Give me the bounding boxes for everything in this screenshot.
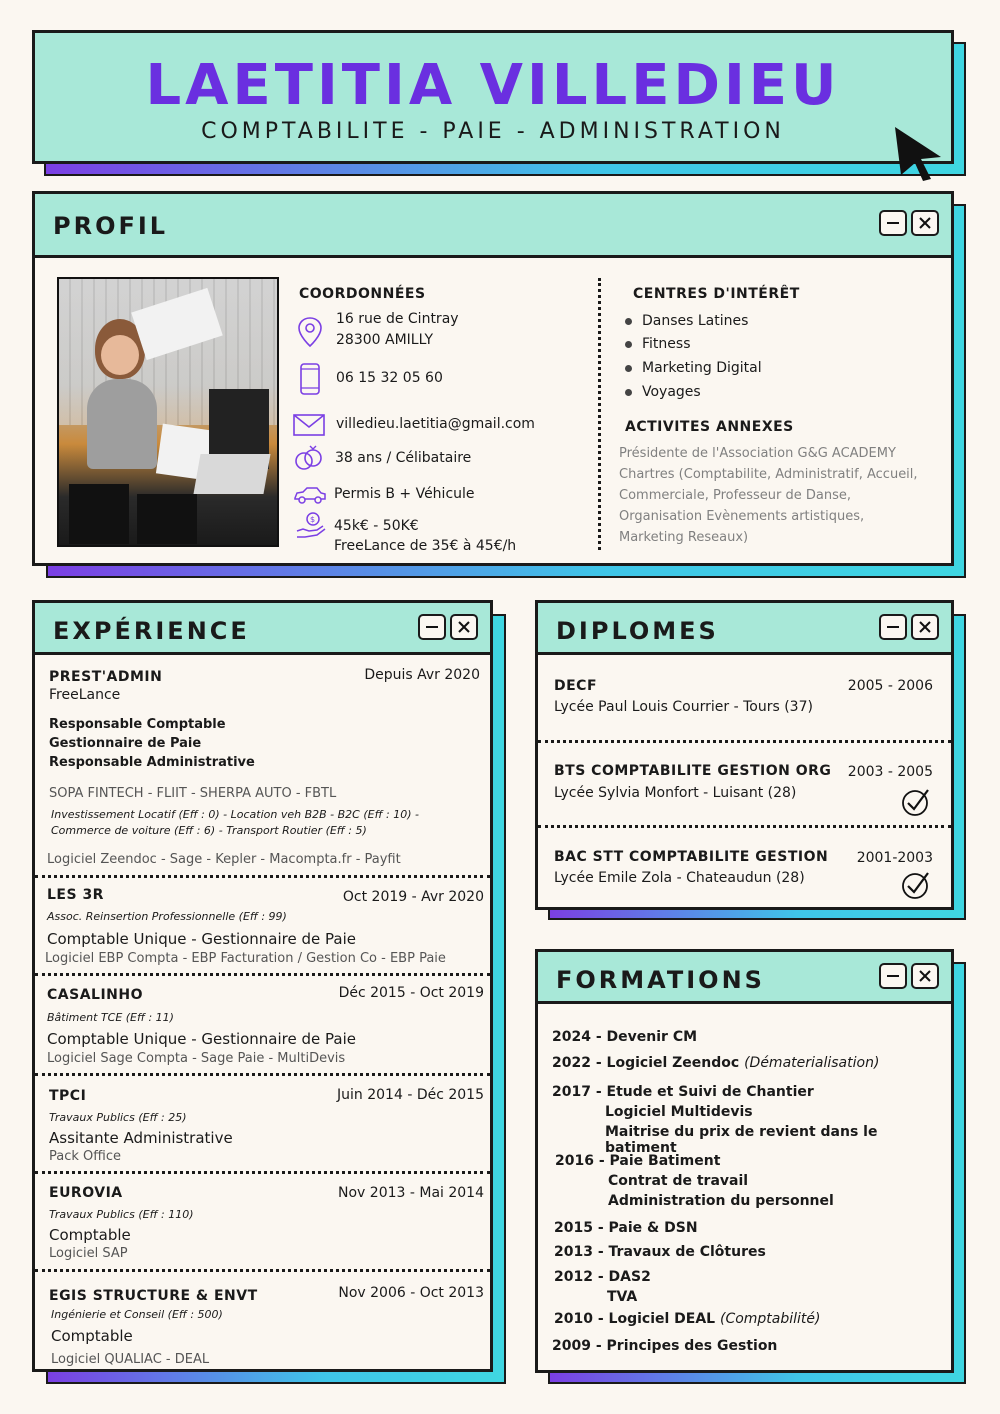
annexe-line: Chartres (Comptabilite, Administratif, Accueil, bbox=[619, 467, 918, 482]
job-clients: SOPA FINTECH - FLIIT - SHERPA AUTO - FBTL bbox=[49, 786, 337, 801]
annexe-line: Organisation Evènements artistiques, bbox=[619, 509, 865, 524]
profile-photo bbox=[57, 277, 279, 547]
diploma-date: 2005 - 2006 bbox=[847, 678, 933, 694]
job-detail: Bâtiment TCE (Eff : 11) bbox=[47, 1011, 174, 1024]
diploma-date: 2003 - 2005 bbox=[847, 764, 933, 780]
formation-subline: Logiciel Multidevis bbox=[605, 1104, 753, 1120]
diplomes-title: DIPLOMES bbox=[556, 617, 719, 645]
diploma-separator bbox=[538, 740, 951, 743]
formation-item: 2017 - Etude et Suivi de Chantier bbox=[552, 1084, 814, 1100]
job-software: Logiciel EBP Compta - EBP Facturation / Gestion Co - EBP Paie bbox=[45, 951, 446, 966]
email-address[interactable]: villedieu.laetitia@gmail.com bbox=[336, 416, 535, 432]
profil-title-bar bbox=[35, 194, 951, 258]
job-detail: Investissement Locatif (Eff : 0) - Location veh B2B - B2C (Eff : 10) - bbox=[51, 808, 419, 821]
rings-icon bbox=[293, 444, 325, 472]
job-role: Assitante Administrative bbox=[49, 1129, 233, 1147]
job-subtitle: FreeLance bbox=[49, 687, 121, 703]
diploma-school: Lycée Emile Zola - Chateaudun (28) bbox=[554, 870, 805, 886]
minimize-button[interactable] bbox=[879, 963, 907, 989]
coordonnees-heading: COORDONNÉES bbox=[299, 286, 426, 302]
diploma-date: 2001-2003 bbox=[856, 850, 933, 866]
close-icon bbox=[917, 215, 933, 231]
job-software: Pack Office bbox=[49, 1149, 121, 1164]
diploma-school: Lycée Paul Louis Courrier - Tours (37) bbox=[554, 699, 813, 715]
bullet-icon bbox=[625, 365, 632, 372]
freelance-rate: FreeLance de 35€ à 45€/h bbox=[334, 538, 517, 554]
job-detail: Travaux Publics (Eff : 25) bbox=[49, 1111, 187, 1124]
check-icon bbox=[900, 869, 932, 901]
job-separator bbox=[35, 1171, 490, 1174]
minimize-button[interactable] bbox=[879, 210, 907, 236]
job-company: TPCI bbox=[49, 1088, 87, 1104]
minus-icon bbox=[885, 215, 901, 231]
close-button[interactable] bbox=[911, 210, 939, 236]
minus-icon bbox=[885, 968, 901, 984]
profil-divider bbox=[598, 278, 601, 550]
job-detail: Ingénierie et Conseil (Eff : 500) bbox=[51, 1308, 223, 1321]
formations-title-bar bbox=[538, 952, 951, 1004]
formation-subline: Contrat de travail bbox=[608, 1173, 749, 1189]
minus-icon bbox=[885, 619, 901, 635]
job-role: Comptable Unique - Gestionnaire de Paie bbox=[47, 930, 356, 948]
formation-item: 2016 - Paie Batiment bbox=[555, 1153, 721, 1169]
job-separator bbox=[35, 973, 490, 976]
diploma-name: BTS COMPTABILITE GESTION ORG bbox=[554, 763, 832, 779]
job-separator bbox=[35, 1269, 490, 1272]
job-software: Logiciel Zeendoc - Sage - Kepler - Macompta.fr - Payfit bbox=[47, 852, 401, 867]
job-company: LES 3R bbox=[47, 887, 104, 903]
formation-item: 2013 - Travaux de Clôtures bbox=[554, 1244, 766, 1260]
close-button[interactable] bbox=[911, 614, 939, 640]
close-icon bbox=[917, 968, 933, 984]
interest-item: Marketing Digital bbox=[625, 360, 762, 376]
job-date: Déc 2015 - Oct 2019 bbox=[338, 985, 484, 1001]
job-date: Oct 2019 - Avr 2020 bbox=[342, 889, 484, 905]
job-company: CASALINHO bbox=[47, 987, 143, 1003]
annexes-heading: ACTIVITES ANNEXES bbox=[625, 419, 794, 435]
job-date: Nov 2013 - Mai 2014 bbox=[338, 1185, 484, 1201]
formation-subline: Maitrise du prix de revient dans le batiment bbox=[605, 1124, 878, 1156]
formation-item: 2015 - Paie & DSN bbox=[554, 1220, 698, 1236]
job-detail: Assoc. Reinsertion Professionnelle (Eff : 99) bbox=[47, 910, 287, 923]
interest-item: Voyages bbox=[625, 384, 701, 400]
interest-item: Fitness bbox=[625, 336, 691, 352]
job-role: Responsable Comptable bbox=[49, 717, 226, 732]
address-line-2: 28300 AMILLY bbox=[336, 332, 434, 348]
salary-range: 45k€ - 50K€ bbox=[334, 518, 419, 534]
formation-subline: TVA bbox=[607, 1289, 638, 1305]
bullet-icon bbox=[625, 341, 632, 348]
close-icon bbox=[456, 619, 472, 635]
formation-item: 2022 - Logiciel Zeendoc (Dématerialisation) bbox=[552, 1055, 880, 1071]
job-role: Responsable Administrative bbox=[49, 755, 255, 770]
job-date: Juin 2014 - Déc 2015 bbox=[337, 1087, 484, 1103]
candidate-name: LAETITIA VILLEDIEU bbox=[145, 53, 841, 118]
diplomes-title-bar bbox=[538, 603, 951, 655]
job-separator bbox=[35, 875, 490, 878]
check-icon bbox=[900, 786, 932, 818]
job-date: Depuis Avr 2020 bbox=[364, 667, 480, 683]
svg-text:$: $ bbox=[310, 515, 316, 524]
driving-license: Permis B + Véhicule bbox=[334, 486, 475, 502]
job-detail: Commerce de voiture (Eff : 6) - Transport Routier (Eff : 5) bbox=[51, 824, 367, 837]
job-role: Comptable Unique - Gestionnaire de Paie bbox=[47, 1030, 356, 1048]
job-detail: Travaux Publics (Eff : 110) bbox=[49, 1208, 194, 1221]
minimize-button[interactable] bbox=[418, 614, 446, 640]
profil-window bbox=[32, 191, 954, 566]
job-role: Gestionnaire de Paie bbox=[49, 736, 202, 751]
formation-subline: Administration du personnel bbox=[608, 1193, 834, 1209]
job-company: EUROVIA bbox=[49, 1185, 123, 1201]
salary-hand-icon bbox=[295, 511, 327, 539]
bullet-icon bbox=[625, 318, 632, 325]
envelope-icon bbox=[293, 414, 325, 436]
location-pin-icon bbox=[297, 316, 323, 348]
header-card bbox=[32, 30, 954, 164]
formations-window bbox=[535, 949, 954, 1373]
job-date: Nov 2006 - Oct 2013 bbox=[338, 1285, 484, 1301]
interests-heading: CENTRES D'INTÉRÊT bbox=[633, 286, 800, 302]
job-role: Comptable bbox=[51, 1327, 133, 1345]
formation-item: 2024 - Devenir CM bbox=[552, 1029, 698, 1045]
interest-item: Danses Latines bbox=[625, 313, 748, 329]
formation-item: 2012 - DAS2 bbox=[554, 1269, 651, 1285]
formation-item: 2010 - Logiciel DEAL (Comptabilité) bbox=[554, 1311, 821, 1327]
candidate-headline: COMPTABILITE - PAIE - ADMINISTRATION bbox=[201, 119, 785, 144]
minus-icon bbox=[424, 619, 440, 635]
phone-icon bbox=[299, 362, 321, 396]
experience-window bbox=[32, 600, 493, 1372]
diploma-separator bbox=[538, 825, 951, 828]
job-software: Logiciel QUALIAC - DEAL bbox=[51, 1352, 210, 1367]
age-status: 38 ans / Célibataire bbox=[335, 450, 472, 466]
minimize-button[interactable] bbox=[879, 614, 907, 640]
formation-item: 2009 - Principes des Gestion bbox=[552, 1338, 778, 1354]
diploma-name: DECF bbox=[554, 678, 598, 694]
job-separator bbox=[35, 1073, 490, 1076]
car-icon bbox=[293, 486, 327, 504]
job-role: Comptable bbox=[49, 1226, 131, 1244]
experience-title: EXPÉRIENCE bbox=[53, 617, 250, 645]
phone-number[interactable]: 06 15 32 05 60 bbox=[336, 370, 443, 386]
job-software: Logiciel SAP bbox=[49, 1246, 128, 1261]
address-line-1: 16 rue de Cintray bbox=[336, 311, 459, 327]
close-icon bbox=[917, 619, 933, 635]
job-company: PREST'ADMIN bbox=[49, 669, 163, 685]
cursor-icon bbox=[891, 123, 945, 183]
close-button[interactable] bbox=[911, 963, 939, 989]
formations-title: FORMATIONS bbox=[556, 966, 765, 994]
job-software: Logiciel Sage Compta - Sage Paie - MultiDevis bbox=[47, 1051, 346, 1066]
annexe-line: Présidente de l'Association G&G ACADEMY bbox=[619, 446, 896, 461]
diplomes-window bbox=[535, 600, 954, 910]
profil-title: PROFIL bbox=[53, 212, 169, 240]
bullet-icon bbox=[625, 389, 632, 396]
diploma-school: Lycée Sylvia Monfort - Luisant (28) bbox=[554, 785, 797, 801]
annexe-line: Marketing Reseaux) bbox=[619, 530, 749, 545]
diploma-name: BAC STT COMPTABILITE GESTION bbox=[554, 849, 829, 865]
job-company: EGIS STRUCTURE & ENVT bbox=[49, 1288, 258, 1304]
experience-title-bar bbox=[35, 603, 490, 655]
close-button[interactable] bbox=[450, 614, 478, 640]
annexe-line: Commerciale, Professeur de Danse, bbox=[619, 488, 851, 503]
